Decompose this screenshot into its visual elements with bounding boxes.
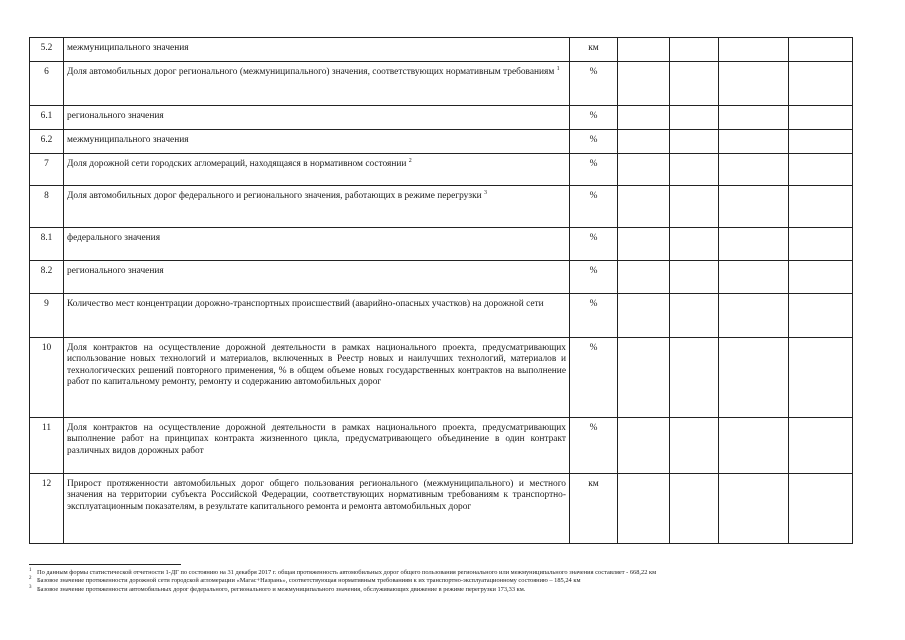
footnote-mark: 2 xyxy=(29,576,32,582)
value-cell xyxy=(618,418,670,474)
value-cell xyxy=(719,474,789,544)
value-cell xyxy=(789,418,853,474)
footnotes xyxy=(29,569,859,594)
footnote-divider xyxy=(29,564,181,565)
value-cell xyxy=(670,106,719,130)
table-row xyxy=(30,106,853,130)
table-row xyxy=(30,38,853,62)
value-cell xyxy=(719,130,789,154)
indicator-name: федерального значения xyxy=(64,228,570,261)
value-cell xyxy=(670,154,719,186)
table-row xyxy=(30,62,853,106)
value-cell xyxy=(719,261,789,294)
footnote-text: Базовое значение протяженности автомобильных дорог федерального, регионального и межмуниципального значения, обслуживающих движение в режиме перегрузки 173,33 км. xyxy=(37,585,526,593)
table-row xyxy=(30,261,853,294)
value-cell xyxy=(670,62,719,106)
row-number: 7 xyxy=(30,154,64,186)
footnote-ref: 2 xyxy=(408,158,412,164)
value-cell xyxy=(670,338,719,418)
indicator-name: Количество мест концентрации дорожно-транспортных происшествий (аварийно-опасных участков) на дорожной сети xyxy=(64,294,570,338)
table-row xyxy=(30,294,853,338)
unit-cell: % xyxy=(570,154,618,186)
row-number: 9 xyxy=(30,294,64,338)
unit-cell: км xyxy=(570,38,618,62)
value-cell xyxy=(789,106,853,130)
table-row xyxy=(30,338,853,418)
value-cell xyxy=(719,228,789,261)
row-number: 5.2 xyxy=(30,38,64,62)
value-cell xyxy=(789,62,853,106)
row-number: 8.2 xyxy=(30,261,64,294)
unit-cell: % xyxy=(570,338,618,418)
value-cell xyxy=(719,154,789,186)
value-cell xyxy=(618,38,670,62)
value-cell xyxy=(789,130,853,154)
row-number: 6.1 xyxy=(30,106,64,130)
value-cell xyxy=(618,130,670,154)
value-cell xyxy=(789,228,853,261)
table-row xyxy=(30,154,853,186)
value-cell xyxy=(618,154,670,186)
indicator-name: межмуниципального значения xyxy=(64,130,570,154)
value-cell xyxy=(618,228,670,261)
indicator-name: регионального значения xyxy=(64,106,570,130)
value-cell xyxy=(719,38,789,62)
table-row xyxy=(30,228,853,261)
footnote-text: По данным формы статистической отчетности 1-ДГ по состоянию на 31 декабря 2017 г. общая протяженность автомобильных дорог общего пользования регионального или межмуниципального значения составляет - 668,22 км xyxy=(37,569,657,576)
table-row xyxy=(30,474,853,544)
indicator-name: Прирост протяженности автомобильных дорог общего пользования регионального (межмуниципального) и местного значения на территории субъекта Российской Федерации, соответствующих нормативным требованиям к транспортно-эксплуатационным показателям, в результате капитального ремонта и ремонта автомобильных дорог xyxy=(64,474,570,544)
footnote xyxy=(29,577,859,585)
row-number: 8 xyxy=(30,186,64,228)
row-number: 6 xyxy=(30,62,64,106)
value-cell xyxy=(618,474,670,544)
table-row xyxy=(30,186,853,228)
value-cell xyxy=(789,474,853,544)
value-cell xyxy=(789,154,853,186)
unit-cell: % xyxy=(570,294,618,338)
table-row xyxy=(30,130,853,154)
unit-cell: % xyxy=(570,261,618,294)
indicator-name: межмуниципального значения xyxy=(64,38,570,62)
unit-cell: % xyxy=(570,228,618,261)
footnote xyxy=(29,569,859,577)
footnote-mark: 3 xyxy=(29,584,32,590)
unit-cell: % xyxy=(570,418,618,474)
value-cell xyxy=(670,130,719,154)
indicator-name: Доля контрактов на осуществление дорожной деятельности в рамках национального проекта, предусматривающих выполнение работ на принципах контракта жизненного цикла, предусматривающего объединение в один контракт различных видов дорожных работ xyxy=(64,418,570,474)
value-cell xyxy=(789,294,853,338)
value-cell xyxy=(670,418,719,474)
unit-cell: % xyxy=(570,130,618,154)
footnote-ref: 3 xyxy=(484,190,487,196)
unit-cell: % xyxy=(570,106,618,130)
value-cell xyxy=(618,106,670,130)
value-cell xyxy=(719,338,789,418)
row-number: 6.2 xyxy=(30,130,64,154)
value-cell xyxy=(670,294,719,338)
footnote xyxy=(29,586,859,594)
footnote-mark: 1 xyxy=(29,568,32,573)
table-row xyxy=(30,418,853,474)
indicator-name: Доля автомобильных дорог регионального (межмуниципального) значения, соответствующих нормативным требованиям $^1$ xyxy=(64,62,570,106)
row-number: 12 xyxy=(30,474,64,544)
value-cell xyxy=(719,418,789,474)
value-cell xyxy=(719,186,789,228)
value-cell xyxy=(719,62,789,106)
unit-cell: % xyxy=(570,186,618,228)
value-cell xyxy=(789,261,853,294)
indicator-name: Доля автомобильных дорог федерального и регионального значения, работающих в режиме перегрузки $^3$ xyxy=(64,186,570,228)
indicator-name: Доля дорожной сети городских агломераций, находящаяся в нормативном состоянии $^2$ xyxy=(64,154,570,186)
unit-cell: % xyxy=(570,62,618,106)
value-cell xyxy=(618,62,670,106)
footnote-text: Базовое значение протяженности дорожной сети городской агломерации «Магас+Назрань», соответствующая нормативным требованиям к их транспортно-эксплуатационному состоянию – 185,24 км xyxy=(37,577,581,585)
value-cell xyxy=(670,38,719,62)
indicator-name: Доля контрактов на осуществление дорожной деятельности в рамках национального проекта, предусматривающих использование новых технологий и материалов, включенных в Реестр новых и наилучших технологий, материалов и технологических решений повторного применения, % в общем объеме новых государственных контрактов на выполнение работ по капитальному ремонту, ремонту и содержанию автомобильных дорог xyxy=(64,338,570,418)
row-number: 11 xyxy=(30,418,64,474)
value-cell xyxy=(670,474,719,544)
value-cell xyxy=(789,338,853,418)
value-cell xyxy=(719,106,789,130)
value-cell xyxy=(670,186,719,228)
value-cell xyxy=(789,38,853,62)
value-cell xyxy=(618,186,670,228)
value-cell xyxy=(618,338,670,418)
value-cell xyxy=(789,186,853,228)
row-number: 10 xyxy=(30,338,64,418)
value-cell xyxy=(670,261,719,294)
value-cell xyxy=(618,261,670,294)
unit-cell: км xyxy=(570,474,618,544)
row-number: 8.1 xyxy=(30,228,64,261)
indicator-name: регионального значения xyxy=(64,261,570,294)
footnote-ref: 1 xyxy=(556,66,560,72)
indicators-table xyxy=(29,37,853,544)
value-cell xyxy=(670,228,719,261)
value-cell xyxy=(719,294,789,338)
value-cell xyxy=(618,294,670,338)
